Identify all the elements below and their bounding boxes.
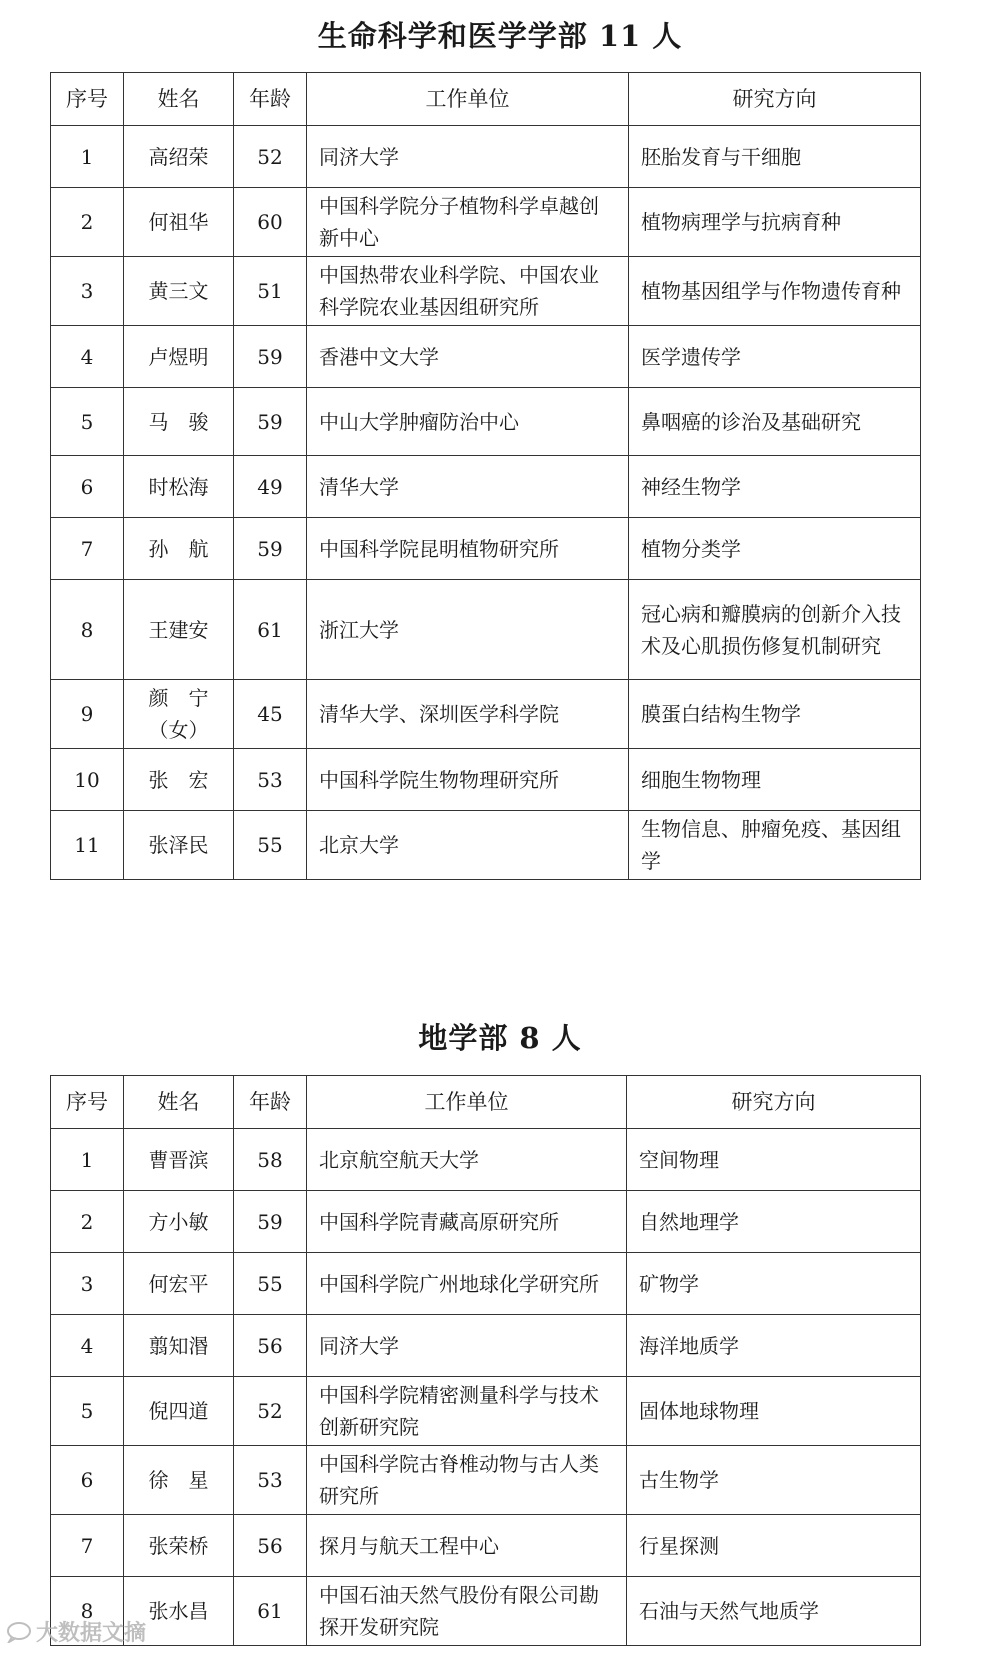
row-index: 11: [51, 811, 124, 880]
member-age: 52: [234, 1377, 307, 1446]
header-name: 姓名: [124, 1076, 234, 1129]
table-row: [51, 1377, 921, 1446]
member-age: 53: [234, 749, 307, 811]
member-name: 何祖华: [124, 188, 234, 257]
member-organization: 中国科学院生物物理研究所: [307, 749, 629, 811]
table-row: [51, 811, 921, 880]
member-research-field: 固体地球物理: [627, 1377, 921, 1446]
member-research-field: 冠心病和瓣膜病的创新介入技术及心肌损伤修复机制研究: [629, 580, 921, 680]
member-organization: 香港中文大学: [307, 326, 629, 388]
member-name: 孙 航: [124, 518, 234, 580]
member-name: 张荣桥: [124, 1515, 234, 1577]
member-organization: 中国石油天然气股份有限公司勘探开发研究院: [307, 1577, 627, 1646]
member-organization: 中山大学肿瘤防治中心: [307, 388, 629, 456]
row-index: 9: [51, 680, 124, 749]
member-age: 59: [234, 518, 307, 580]
member-name: 张 宏: [124, 749, 234, 811]
member-age: 61: [234, 580, 307, 680]
member-organization: 中国热带农业科学院、中国农业科学院农业基因组研究所: [307, 257, 629, 326]
member-research-field: 自然地理学: [627, 1191, 921, 1253]
header-research-field: 研究方向: [627, 1076, 921, 1129]
row-index: 3: [51, 1253, 124, 1315]
table-header-row: [51, 1076, 921, 1129]
table-row: [51, 1253, 921, 1315]
member-organization: 清华大学、深圳医学科学院: [307, 680, 629, 749]
header-organization: 工作单位: [307, 1076, 627, 1129]
row-index: 4: [51, 326, 124, 388]
member-age: 53: [234, 1446, 307, 1515]
section-title-geosciences: 地学部 8 人: [418, 1021, 582, 1055]
member-name: 马 骏: [124, 388, 234, 456]
member-research-field: 医学遗传学: [629, 326, 921, 388]
header-organization: 工作单位: [307, 73, 629, 126]
member-organization: 中国科学院青藏高原研究所: [307, 1191, 627, 1253]
header-index: 序号: [51, 1076, 124, 1129]
row-index: 4: [51, 1315, 124, 1377]
member-organization: 中国科学院精密测量科学与技术创新研究院: [307, 1377, 627, 1446]
table-row: [51, 257, 921, 326]
member-age: 59: [234, 388, 307, 456]
table-row: [51, 126, 921, 188]
row-index: 7: [51, 1515, 124, 1577]
table-row: [51, 456, 921, 518]
member-research-field: 膜蛋白结构生物学: [629, 680, 921, 749]
member-name: 黄三文: [124, 257, 234, 326]
member-research-field: 植物分类学: [629, 518, 921, 580]
row-index: 7: [51, 518, 124, 580]
member-age: 52: [234, 126, 307, 188]
row-index: 6: [51, 1446, 124, 1515]
member-organization: 同济大学: [307, 126, 629, 188]
member-age: 56: [234, 1515, 307, 1577]
member-name: 卢煜明: [124, 326, 234, 388]
member-name: 张泽民: [124, 811, 234, 880]
member-name: 高绍荣: [124, 126, 234, 188]
member-age: 49: [234, 456, 307, 518]
member-name: 曹晋滨: [124, 1129, 234, 1191]
member-organization: 北京大学: [307, 811, 629, 880]
table-row: [51, 1577, 921, 1646]
table-row: [51, 1315, 921, 1377]
member-age: 59: [234, 326, 307, 388]
member-organization: 浙江大学: [307, 580, 629, 680]
header-index: 序号: [51, 73, 124, 126]
member-research-field: 细胞生物物理: [629, 749, 921, 811]
row-index: 10: [51, 749, 124, 811]
row-index: 5: [51, 1377, 124, 1446]
life-sciences-table: [50, 72, 921, 880]
header-research-field: 研究方向: [629, 73, 921, 126]
row-index: 8: [51, 1577, 124, 1646]
watermark: [6, 1616, 146, 1647]
row-index: 1: [51, 1129, 124, 1191]
member-name: 何宏平: [124, 1253, 234, 1315]
member-research-field: 植物病理学与抗病育种: [629, 188, 921, 257]
member-research-field: 鼻咽癌的诊治及基础研究: [629, 388, 921, 456]
member-research-field: 植物基因组学与作物遗传育种: [629, 257, 921, 326]
member-research-field: 行星探测: [627, 1515, 921, 1577]
table-row: [51, 580, 921, 680]
table-row: [51, 188, 921, 257]
member-research-field: 海洋地质学: [627, 1315, 921, 1377]
member-organization: 中国科学院分子植物科学卓越创新中心: [307, 188, 629, 257]
table-row: [51, 1446, 921, 1515]
table-row: [51, 518, 921, 580]
section-title-life-sciences: 生命科学和医学学部 11 人: [317, 19, 683, 53]
member-name: 徐 星: [124, 1446, 234, 1515]
table-row: [51, 749, 921, 811]
table-row: [51, 326, 921, 388]
member-research-field: 矿物学: [627, 1253, 921, 1315]
table-header-row: [51, 73, 921, 126]
member-age: 55: [234, 811, 307, 880]
member-research-field: 生物信息、肿瘤免疫、基因组学: [629, 811, 921, 880]
member-age: 45: [234, 680, 307, 749]
row-index: 1: [51, 126, 124, 188]
member-organization: 同济大学: [307, 1315, 627, 1377]
header-name: 姓名: [124, 73, 234, 126]
member-age: 59: [234, 1191, 307, 1253]
member-organization: 北京航空航天大学: [307, 1129, 627, 1191]
table-row: [51, 1129, 921, 1191]
member-research-field: 石油与天然气地质学: [627, 1577, 921, 1646]
member-age: 60: [234, 188, 307, 257]
header-age: 年龄: [234, 1076, 307, 1129]
chat-bubble-icon: [6, 1621, 32, 1643]
row-index: 2: [51, 188, 124, 257]
member-age: 51: [234, 257, 307, 326]
member-research-field: 胚胎发育与干细胞: [629, 126, 921, 188]
row-index: 5: [51, 388, 124, 456]
member-age: 61: [234, 1577, 307, 1646]
member-research-field: 神经生物学: [629, 456, 921, 518]
header-age: 年龄: [234, 73, 307, 126]
member-research-field: 古生物学: [627, 1446, 921, 1515]
row-index: 8: [51, 580, 124, 680]
row-index: 2: [51, 1191, 124, 1253]
watermark-text: 大数据文摘: [36, 1621, 147, 1646]
geosciences-table: [50, 1075, 921, 1646]
member-age: 55: [234, 1253, 307, 1315]
member-name: 方小敏: [124, 1191, 234, 1253]
row-index: 6: [51, 456, 124, 518]
member-age: 56: [234, 1315, 307, 1377]
member-name: 时松海: [124, 456, 234, 518]
table-row: [51, 680, 921, 749]
row-index: 3: [51, 257, 124, 326]
table-row: [51, 1191, 921, 1253]
member-name: 张水昌: [124, 1577, 234, 1646]
member-name: 倪四道: [124, 1377, 234, 1446]
member-name: 颜 宁（女）: [124, 680, 234, 749]
member-name: 翦知湣: [124, 1315, 234, 1377]
member-organization: 中国科学院古脊椎动物与古人类研究所: [307, 1446, 627, 1515]
member-research-field: 空间物理: [627, 1129, 921, 1191]
table-row: [51, 1515, 921, 1577]
member-name: 王建安: [124, 580, 234, 680]
member-organization: 中国科学院昆明植物研究所: [307, 518, 629, 580]
member-organization: 探月与航天工程中心: [307, 1515, 627, 1577]
member-organization: 清华大学: [307, 456, 629, 518]
table-row: [51, 388, 921, 456]
member-age: 58: [234, 1129, 307, 1191]
member-organization: 中国科学院广州地球化学研究所: [307, 1253, 627, 1315]
